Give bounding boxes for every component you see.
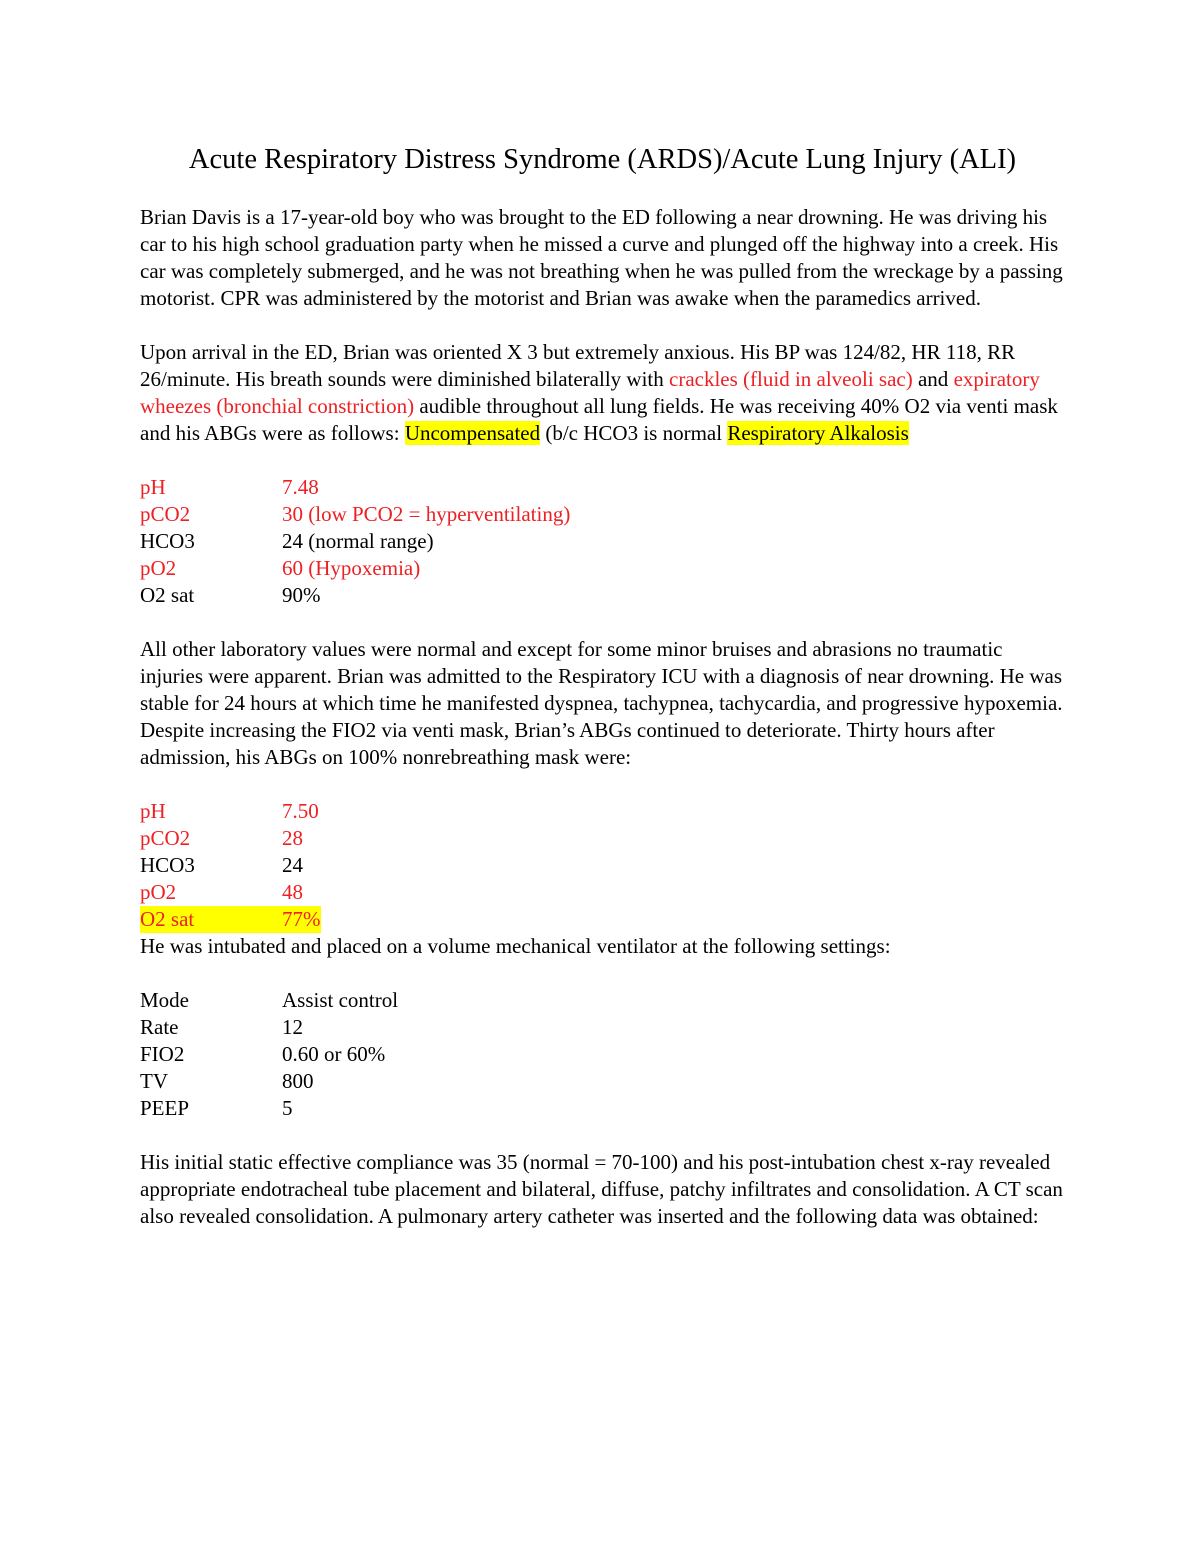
vent-label: PEEP <box>140 1096 190 1120</box>
abg-label: pCO2 <box>140 826 191 850</box>
abg-value: 60 (Hypoxemia) <box>282 556 421 580</box>
abg-row-pco2 <box>140 825 1065 852</box>
respiratory-alkalosis-highlight: Respiratory Alkalosis <box>727 421 909 445</box>
abg-value: 24 (normal range) <box>282 529 434 553</box>
vent-value: Assist control <box>282 988 399 1012</box>
abg-label: pCO2 <box>140 502 191 526</box>
ventilator-settings-table <box>140 987 1065 1122</box>
abg-label: HCO3 <box>140 853 195 877</box>
abg-row-po2 <box>140 879 1065 906</box>
abg-table-initial <box>140 474 1065 609</box>
abg-label: pO2 <box>140 880 177 904</box>
paragraph-case-intro: Brian Davis is a 17-year-old boy who was brought to the ED following a near drowning. He was driving his car to his high school graduation party when he missed a curve and plunged off the highway into a creek. His car was completely submerged, and he was not breathing when he was pulled from the wreckage by a passing motorist. CPR was administered by the motorist and Brian was awake when the paramedics arrived. <box>140 205 1063 310</box>
abg-value: 24 <box>282 853 303 877</box>
abg-value: 77% <box>282 907 321 931</box>
abg-row-o2sat <box>140 582 1065 609</box>
abg-label: pH <box>140 799 166 823</box>
abg-row-hco3 <box>140 852 1065 879</box>
uncompensated-highlight: Uncompensated <box>404 421 541 445</box>
paragraph-intubation: He was intubated and placed on a volume mechanical ventilator at the following settings: <box>140 934 891 958</box>
wheezes-annotation: expiratory wheezes (bronchial constriction) <box>140 367 1040 418</box>
paragraph-compliance-xray: His initial static effective compliance was 35 (normal = 70-100) and his post-intubation chest x-ray revealed appropriate endotracheal tube placement and bilateral, diffuse, patchy infiltrates and consolidation. A CT scan also revealed consolidation. A pulmonary artery catheter was inserted and the following data was obtained: <box>140 1150 1063 1228</box>
abg-value: 30 (low PCO2 = hyperventilating) <box>282 502 571 526</box>
vent-value: 0.60 or 60% <box>282 1042 386 1066</box>
spacer <box>140 609 1065 636</box>
spacer <box>140 1122 1065 1149</box>
vent-row-fio2 <box>140 1041 1065 1068</box>
abg-value: 28 <box>282 826 303 850</box>
abg-value: 48 <box>282 880 303 904</box>
abg-table-30h <box>140 798 1065 933</box>
vent-value: 5 <box>282 1096 293 1120</box>
abg-value: 7.50 <box>282 799 319 823</box>
abg-label: HCO3 <box>140 529 195 553</box>
paragraph-ed-arrival <box>140 339 1065 447</box>
vent-label: Rate <box>140 1015 179 1039</box>
document-page <box>140 140 1065 1257</box>
vent-label: TV <box>140 1069 168 1093</box>
abg-label: O2 sat <box>140 583 195 607</box>
abg-row-ph <box>140 798 1065 825</box>
abg-row-pco2 <box>140 501 1065 528</box>
paragraph-icu-course: All other laboratory values were normal and except for some minor bruises and abrasions no traumatic injuries were apparent. Brian was admitted to the Respiratory ICU with a diagnosis of near drowning. He was stable for 24 hours at which time he manifested dyspnea, tachypnea, tachycardia, and progressive hypoxemia. Despite increasing the FIO2 via venti mask, Brian’s ABGs continued to deteriorate. Thirty hours after admission, his ABGs on 100% nonrebreathing mask were: <box>140 637 1063 769</box>
vent-row-mode <box>140 987 1065 1014</box>
text-segment: and <box>912 367 954 391</box>
abg-row-po2 <box>140 555 1065 582</box>
text-segment: Upon arrival in the ED, Brian was oriented X 3 but extremely anxious. His BP was 124/82, HR 118, RR 26/minute. His breath sounds were diminished bilaterally with <box>140 340 1016 391</box>
document-title: Acute Respiratory Distress Syndrome (ARDS)/Acute Lung Injury (ALI) <box>188 144 1017 175</box>
abg-value: 90% <box>282 583 321 607</box>
vent-value: 12 <box>282 1015 303 1039</box>
vent-row-tv <box>140 1068 1065 1095</box>
crackles-annotation: crackles (fluid in alveoli sac) <box>669 367 913 391</box>
vent-row-rate <box>140 1014 1065 1041</box>
abg-row-hco3 <box>140 528 1065 555</box>
abg-value: 7.48 <box>282 475 319 499</box>
text-segment: (b/c HCO3 is normal <box>540 421 728 445</box>
o2sat-highlight <box>140 906 321 933</box>
abg-label: O2 sat <box>140 907 195 931</box>
vent-row-peep <box>140 1095 1065 1122</box>
vent-value: 800 <box>282 1069 314 1093</box>
abg-label: pO2 <box>140 556 177 580</box>
abg-row-ph <box>140 474 1065 501</box>
abg-row-o2sat-highlighted <box>140 906 1065 933</box>
text-segment: audible throughout all lung fields. He was receiving 40% O2 via venti mask and his ABGs were as follows: <box>140 394 1058 445</box>
vent-label: FIO2 <box>140 1042 185 1066</box>
abg-label: pH <box>140 475 166 499</box>
vent-label: Mode <box>140 988 189 1012</box>
